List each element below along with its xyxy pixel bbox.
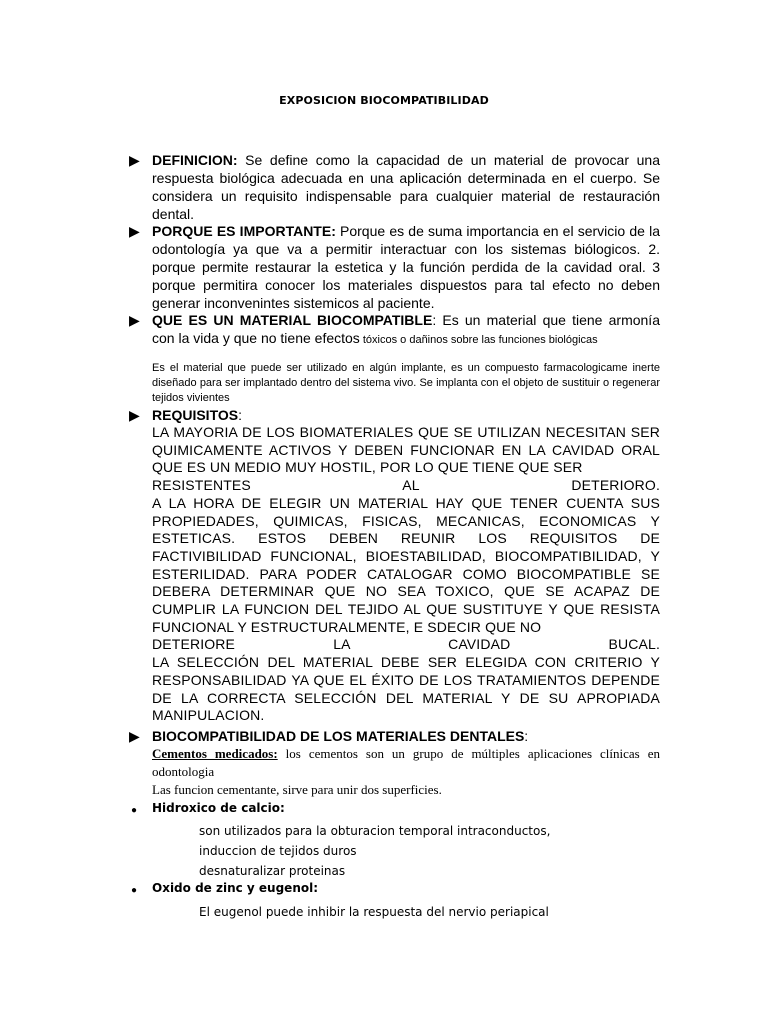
biocompat-label: BIOCOMPATIBILIDAD DE LOS MATERIALES DENTALES bbox=[152, 728, 525, 744]
bullet-icon: ● bbox=[131, 885, 138, 896]
triangle-bullet-icon: ▶ bbox=[129, 407, 140, 423]
list-item: induccion de tejidos duros bbox=[199, 844, 357, 858]
list-item: son utilizados para la obturacion temporal intraconductos, bbox=[199, 824, 551, 838]
bullet-icon: ● bbox=[131, 805, 138, 816]
porque-label: PORQUE ES IMPORTANTE: bbox=[152, 223, 336, 239]
document-title: EXPOSICION BIOCOMPATIBILIDAD bbox=[279, 94, 489, 107]
list-item: El eugenol puede inhibir la respuesta del nervio periapical bbox=[199, 905, 549, 919]
que-es-description: Es el material que puede ser utilizado en algún implante, es un compuesto farmacologicame inerte diseñado para ser implantado dentro del sistema vivo. Se implanta con el objeto de sustituir o regenerar tejidos vivientes bbox=[152, 362, 660, 404]
biocompat-colon: : bbox=[524, 728, 529, 744]
requisitos-body bbox=[152, 424, 660, 725]
requisitos-label: REQUISITOS bbox=[152, 407, 239, 423]
porque-text: Porque es de suma importancia en el servicio de la odontología ya que va a permitir interactuar con los sistemas biólogicos. 2. porque permite restaurar la estetica y la función perdida de la cavidad oral. 3 porque permitira conocer los materiales dispuestos para tal efecto no deben generar inconvenintes sistemicos al paciente. bbox=[152, 223, 660, 311]
funcion-cementante: Las funcion cementante, sirve para unir dos superficies. bbox=[152, 782, 442, 797]
hidroxido-list bbox=[199, 821, 550, 881]
definicion-text: Se define como la capacidad de un material de provocar una respuesta biológica adecuada en una aplicación determinada en el cuerpo. Se considera un requisito indispensable para cualquier material de restauración dental. bbox=[152, 152, 660, 222]
que-es-text: : Es un material que tiene armonía con la vida y que no tiene efectos bbox=[152, 312, 660, 346]
requisitos-p1: LA MAYORIA DE LOS BIOMATERIALES QUE SE UTILIZAN NECESITAN SER QUIMICAMENTE ACTIVOS Y DEBEN FUNCIONAR EN LA CAVIDAD ORAL QUE ES UN MEDIO MUY HOSTIL, POR LO QUE TIENE QUE SER bbox=[152, 424, 660, 476]
definicion-label: DEFINICION: bbox=[152, 152, 238, 168]
requisitos-p2-last: DETERIORE LA CAVIDAD BUCAL. bbox=[152, 636, 660, 653]
requisitos-p1-last: RESISTENTES AL DETERIORO. bbox=[152, 477, 660, 494]
cementos-label: Cementos medicados: bbox=[152, 746, 278, 761]
biocompat-heading bbox=[152, 727, 660, 745]
oxido-label: Oxido de zinc y eugenol: bbox=[152, 881, 319, 895]
triangle-bullet-icon: ▶ bbox=[129, 152, 140, 168]
requisitos-colon: : bbox=[238, 407, 242, 423]
requisitos-heading bbox=[152, 406, 660, 424]
que-es-text-small: tóxicos o dañinos sobre las funciones biológicas bbox=[359, 334, 598, 346]
triangle-bullet-icon: ▶ bbox=[129, 223, 140, 239]
que-es-paragraph bbox=[152, 311, 660, 349]
definicion-paragraph bbox=[152, 151, 660, 223]
requisitos-p3: LA SELECCIÓN DEL MATERIAL DEBE SER ELEGIDA CON CRITERIO Y RESPONSABILIDAD YA QUE EL ÉXITO DE LOS TRATAMIENTOS DEPENDE DE LA CORRECTA SELECCIÓN DEL MATERIAL Y DE SU APROPIADA MANIPULACION. bbox=[152, 654, 660, 724]
porque-paragraph bbox=[152, 222, 660, 312]
cementos-text: los cementos son un grupo de múltiples aplicaciones clínicas en odontologia bbox=[152, 746, 660, 779]
triangle-bullet-icon: ▶ bbox=[129, 312, 140, 328]
oxido-list bbox=[199, 902, 549, 922]
que-es-label: QUE ES UN MATERIAL BIOCOMPATIBLE bbox=[152, 312, 433, 328]
list-item: desnaturalizar proteinas bbox=[199, 864, 346, 878]
requisitos-p2: A LA HORA DE ELEGIR UN MATERIAL HAY QUE TENER CUENTA SUS PROPIEDADES, QUIMICAS, FISICAS, MECANICAS, ECONOMICAS Y ESTETICAS. ESTOS DEBEN REUNIR LOS REQUISITOS DE FACTIVIBILIDAD FUNCIONAL, BIOESTABILIDAD, BIOCOMPATIBILIDAD, Y ESTERILIDAD. PARA PODER CATALOGAR COMO BIOCOMPATIBLE SE DEBERA DETERMINAR QUE NO SEA TOXICO, QUE SE ACAPAZ DE CUMPLIR LA FUNCION DEL TEJIDO AL QUE SUSTITUYE Y QUE RESISTA FUNCIONAL Y ESTRUCTURALMENTE, E SDECIR QUE NO bbox=[152, 494, 660, 635]
hidroxido-label: Hidroxico de calcio: bbox=[152, 801, 285, 815]
triangle-bullet-icon: ▶ bbox=[129, 728, 140, 744]
cementos-paragraph bbox=[152, 745, 660, 781]
